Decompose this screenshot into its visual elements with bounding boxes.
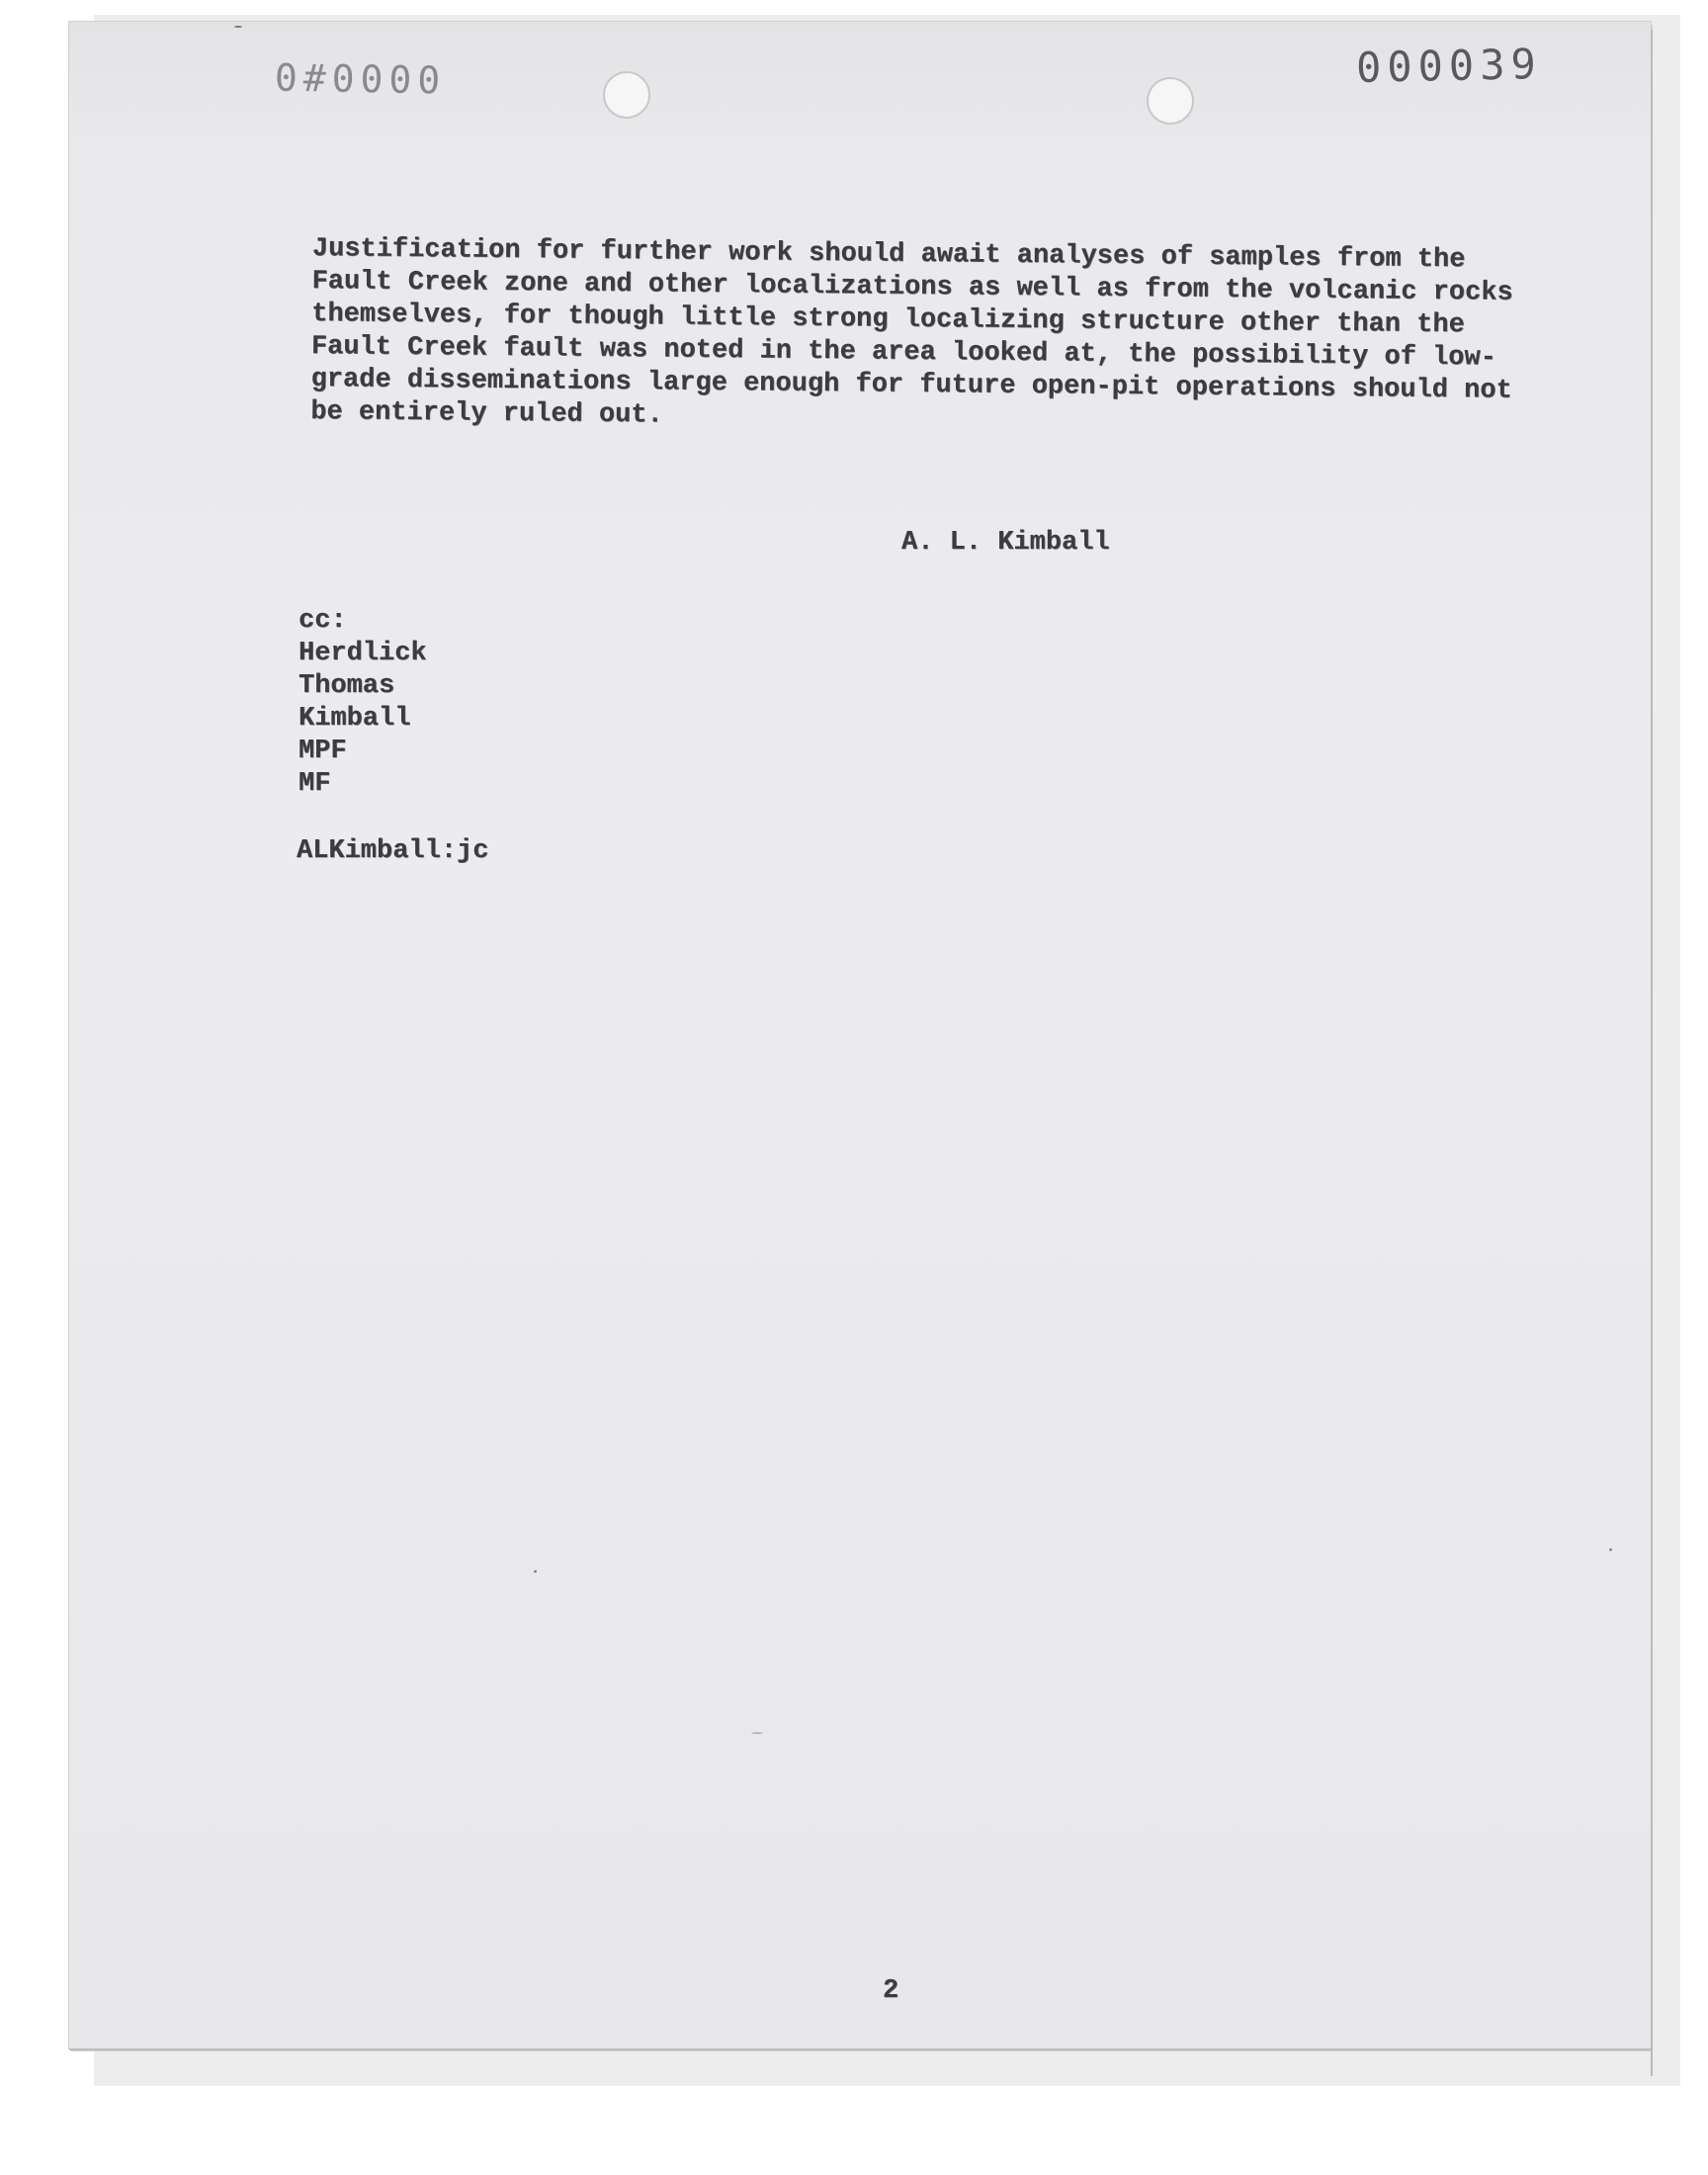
distribution-recipient: MF [299, 769, 331, 799]
body-paragraph [310, 233, 1548, 441]
paragraph-line: themselves, for though little strong localizing structure other than the [311, 299, 1465, 341]
distribution-recipient: MPF [299, 737, 347, 766]
distribution-list [299, 605, 427, 801]
punch-hole-left [603, 71, 650, 119]
sheet-edge-bottom [69, 2048, 1651, 2050]
distribution-recipient: Kimball [299, 704, 411, 734]
paragraph-line: be entirely ruled out. [310, 396, 663, 431]
scan-speck [751, 1732, 763, 1734]
scan-speck [234, 26, 242, 28]
sheet-edge-right [1651, 30, 1653, 2076]
typist-initials: ALKimball:jc [297, 836, 489, 866]
paragraph-line: Justification for further work should await analyses of samples from the [311, 233, 1466, 276]
distribution-heading: cc: [299, 606, 347, 636]
punch-hole-right [1147, 77, 1194, 125]
bates-stamp-left: 0#0000 [274, 55, 447, 103]
paragraph-line: Fault Creek fault was noted in the area looked at, the possibility of low- [310, 331, 1496, 374]
paragraph-line: Fault Creek zone and other localizations as well as from the volcanic rocks [311, 266, 1513, 308]
paragraph-line: grade disseminations large enough for future open-pit operations should not [310, 364, 1512, 406]
distribution-recipient: Thomas [299, 671, 395, 701]
page-number: 2 [883, 1976, 899, 2006]
scan-speck [534, 1570, 537, 1573]
scan-speck [1609, 1548, 1612, 1551]
bates-stamp-right: 000039 [1355, 40, 1543, 92]
signature-line: A. L. Kimball [901, 528, 1110, 558]
distribution-recipient: Herdlick [299, 639, 427, 668]
